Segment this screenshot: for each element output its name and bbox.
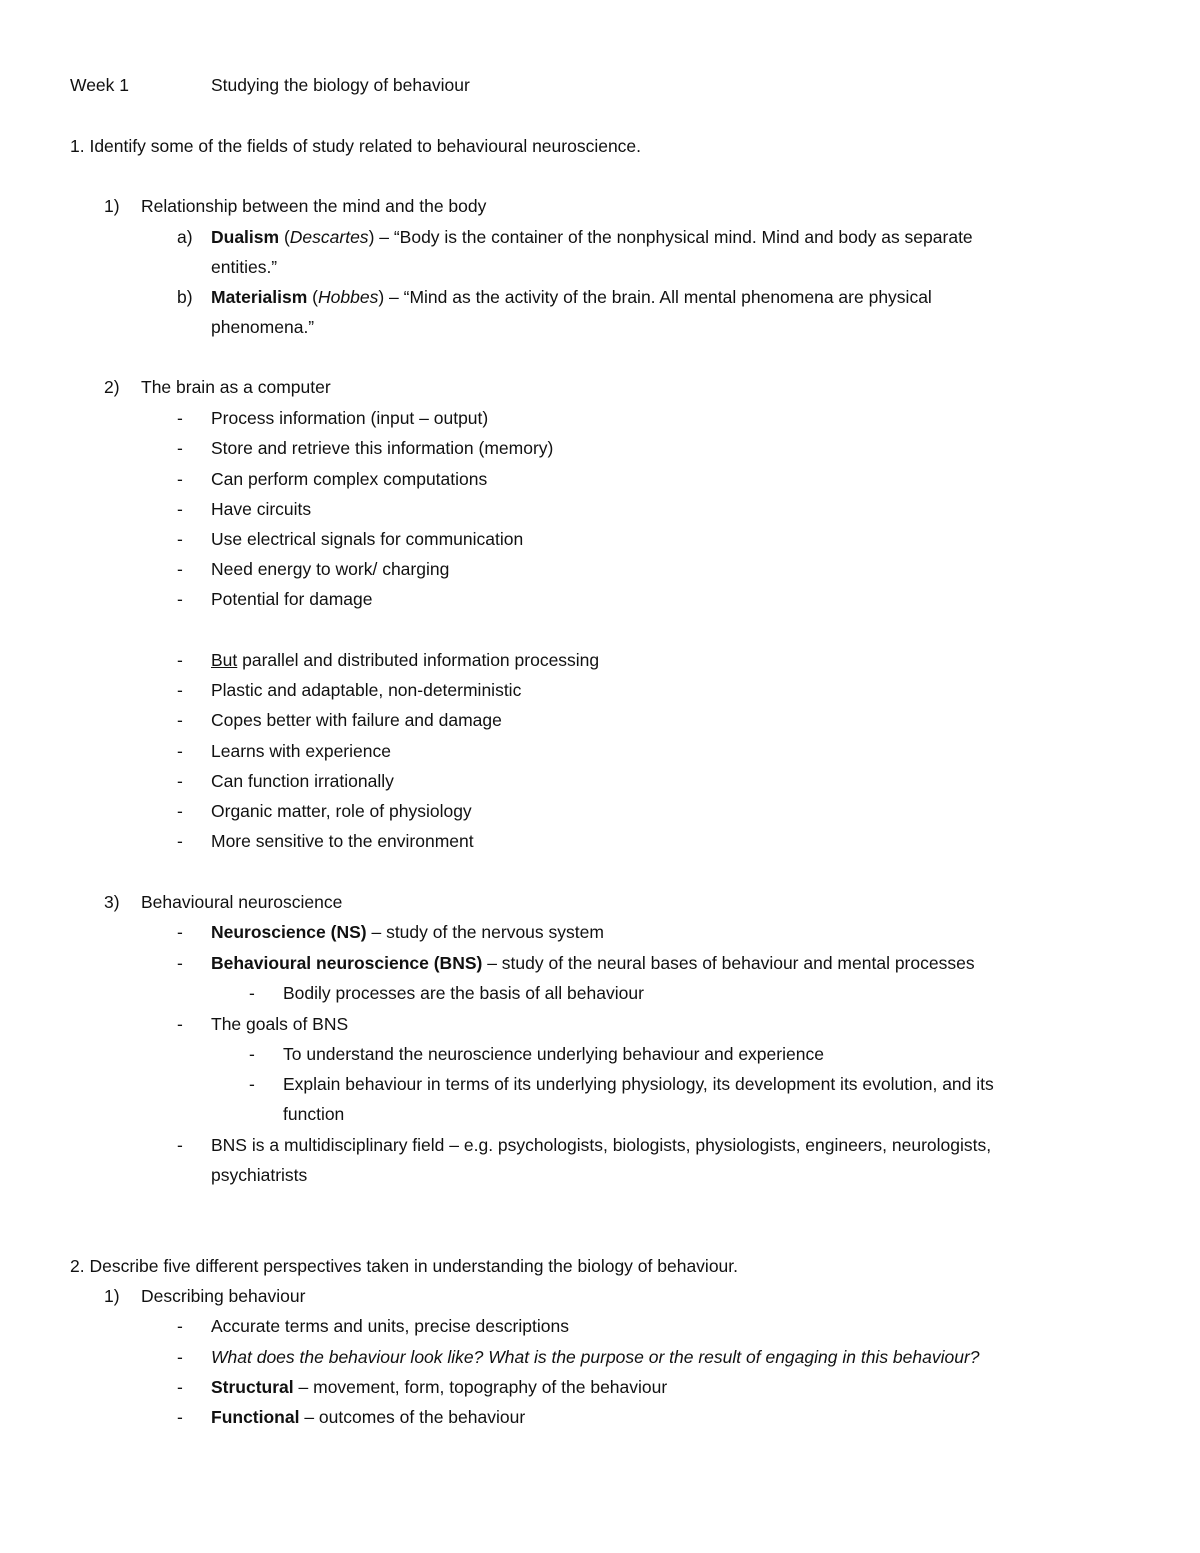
ns-line — [211, 921, 604, 943]
ns-definition: – study of the nervous system — [366, 922, 604, 942]
list-item: Process information (input – output) — [211, 408, 489, 428]
section-label: Relationship between the mind and the body — [141, 196, 487, 216]
list-item-italic — [211, 1346, 980, 1368]
section-number: 1) — [104, 196, 120, 216]
bullet-dash: - — [249, 983, 255, 1003]
structural-line — [211, 1376, 667, 1398]
ns-term: Neuroscience (NS) — [211, 922, 367, 942]
bullet-dash: - — [177, 1407, 183, 1427]
list-item: The goals of BNS — [211, 1014, 349, 1034]
section-label: Describing behaviour — [141, 1286, 306, 1306]
bullet-dash: - — [177, 771, 183, 791]
dualism-term: Dualism — [211, 227, 280, 247]
section-label: Behavioural neuroscience — [141, 892, 343, 912]
page-title: Studying the biology of behaviour — [211, 75, 470, 95]
sub-list-item: Explain behaviour in terms of its underlying physiology, its development its evolution, and its — [283, 1074, 994, 1094]
functional-line — [211, 1406, 525, 1428]
bullet-dash: - — [177, 710, 183, 730]
functional-definition: – outcomes of the behaviour — [299, 1407, 526, 1427]
bullet-dash: - — [177, 499, 183, 519]
bullet-dash: - — [177, 650, 183, 670]
bullet-dash: - — [177, 529, 183, 549]
list-item: Use electrical signals for communication — [211, 529, 524, 549]
list-item: Potential for damage — [211, 589, 373, 609]
bullet-dash: - — [177, 438, 183, 458]
bullet-dash: - — [177, 1347, 183, 1367]
list-item-cont: psychiatrists — [211, 1165, 308, 1185]
bullet-dash: - — [249, 1044, 255, 1064]
list-item: Can function irrationally — [211, 771, 394, 791]
dualism-definition-cont: entities.” — [211, 257, 278, 277]
list-item: More sensitive to the environment — [211, 831, 474, 851]
materialism-definition-cont: phenomena.” — [211, 317, 315, 337]
structural-term: Structural — [211, 1377, 294, 1397]
section-number: 2) — [104, 377, 120, 397]
functional-term: Functional — [211, 1407, 300, 1427]
dualism-definition: ) – “Body is the container of the nonphysical mind. Mind and body as separate — [368, 227, 973, 247]
sub-list-item: Bodily processes are the basis of all behaviour — [283, 983, 644, 1003]
list-item: Accurate terms and units, precise descriptions — [211, 1316, 569, 1336]
bullet-dash: - — [177, 559, 183, 579]
bullet-dash: - — [249, 1074, 255, 1094]
list-item: Store and retrieve this information (memory) — [211, 438, 554, 458]
list-item: Have circuits — [211, 499, 312, 519]
bullet-dash: - — [177, 1377, 183, 1397]
materialism-line — [211, 286, 932, 308]
question-1-heading: 1. Identify some of the fields of study related to behavioural neuroscience. — [70, 136, 642, 156]
paren-open: ( — [307, 287, 318, 307]
hobbes-name: Hobbes — [318, 287, 379, 307]
bullet-dash: - — [177, 953, 183, 973]
bullet-dash: - — [177, 801, 183, 821]
item-marker: b) — [177, 287, 193, 307]
item-marker: a) — [177, 227, 193, 247]
bullet-dash: - — [177, 1316, 183, 1336]
bullet-dash: - — [177, 589, 183, 609]
dualism-line — [211, 226, 973, 248]
but-word: But — [211, 650, 238, 670]
sub-list-item: To understand the neuroscience underlying behaviour and experience — [283, 1044, 824, 1064]
materialism-term: Materialism — [211, 287, 308, 307]
but-line — [211, 649, 599, 671]
materialism-definition: ) – “Mind as the activity of the brain. All mental phenomena are physical — [378, 287, 932, 307]
but-rest: parallel and distributed information processing — [237, 650, 600, 670]
section-number: 1) — [104, 1286, 120, 1306]
bullet-dash: - — [177, 408, 183, 428]
question-text: What does the behaviour look like? What is the purpose or the result of engaging in this behaviour? — [211, 1347, 980, 1367]
section-number: 3) — [104, 892, 120, 912]
list-item: Plastic and adaptable, non-deterministic — [211, 680, 522, 700]
list-item: Learns with experience — [211, 741, 391, 761]
bullet-dash: - — [177, 831, 183, 851]
section-label: The brain as a computer — [141, 377, 331, 397]
list-item: Need energy to work/ charging — [211, 559, 450, 579]
bullet-dash: - — [177, 922, 183, 942]
week-label: Week 1 — [70, 75, 130, 95]
sub-list-item-cont: function — [283, 1104, 345, 1124]
bullet-dash: - — [177, 1014, 183, 1034]
descartes-name: Descartes — [289, 227, 369, 247]
bullet-dash: - — [177, 1135, 183, 1155]
bns-term: Behavioural neuroscience (BNS) — [211, 953, 483, 973]
bns-line — [211, 952, 975, 974]
bullet-dash: - — [177, 741, 183, 761]
paren-open: ( — [279, 227, 290, 247]
bns-definition: – study of the neural bases of behaviour and mental processes — [482, 953, 975, 973]
list-item: Organic matter, role of physiology — [211, 801, 472, 821]
question-2-heading: 2. Describe five different perspectives taken in understanding the biology of behaviour. — [70, 1256, 739, 1276]
structural-definition: – movement, form, topography of the behaviour — [293, 1377, 668, 1397]
list-item: Copes better with failure and damage — [211, 710, 502, 730]
bullet-dash: - — [177, 680, 183, 700]
bullet-dash: - — [177, 469, 183, 489]
list-item: BNS is a multidisciplinary field – e.g. psychologists, biologists, physiologists, engineers, neurologists, — [211, 1135, 992, 1155]
list-item: Can perform complex computations — [211, 469, 488, 489]
